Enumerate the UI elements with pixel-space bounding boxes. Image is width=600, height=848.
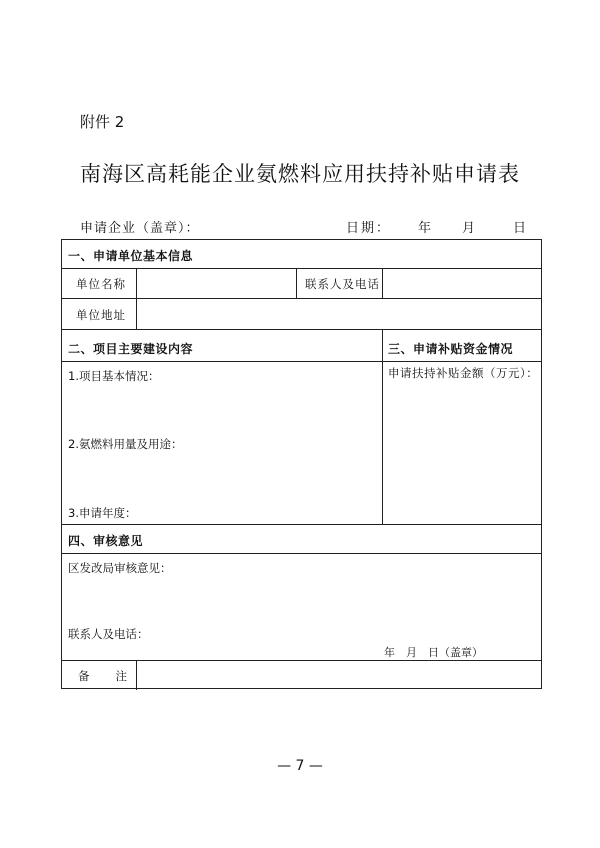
application-year-label: 3.申请年度： <box>68 506 137 520</box>
column-divider <box>296 268 297 298</box>
date-day-label: 日 <box>513 221 527 236</box>
date-year-label: 年 <box>418 221 432 236</box>
application-form-table <box>61 239 542 689</box>
row-divider <box>62 329 541 330</box>
contact-label: 联系人及电话 <box>305 277 380 291</box>
ammonia-usage-label: 2.氨燃料用量及用途： <box>68 437 183 451</box>
row-divider <box>62 361 541 362</box>
review-opinion-label: 区发改局审核意见： <box>68 561 172 575</box>
page-title: 南海区高耗能企业氨燃料应用扶持补贴申请表 <box>80 162 520 186</box>
address-field[interactable] <box>137 299 541 328</box>
review-date-stamp: 年 月 日（盖章） <box>384 646 483 659</box>
section3-heading: 三、申请补贴资金情况 <box>388 342 514 356</box>
attachment-label: 附件 2 <box>80 113 125 131</box>
row-divider <box>62 524 541 525</box>
review-contact-label: 联系人及电话： <box>68 627 149 641</box>
unit-name-field[interactable] <box>137 269 295 297</box>
date-month-label: 月 <box>462 221 476 236</box>
section4-heading: 四、审核意见 <box>68 534 144 548</box>
page-number: — 7 — <box>277 758 323 774</box>
contact-field[interactable] <box>383 269 541 297</box>
section1-heading: 一、申请单位基本信息 <box>68 249 194 263</box>
date-label: 日期： <box>346 221 392 236</box>
applicant-label: 申请企业（盖章）： <box>80 221 200 236</box>
row-divider <box>62 553 541 554</box>
project-basic-info-label: 1.项目基本情况： <box>68 369 160 383</box>
remarks-label: 备 注 <box>78 669 128 683</box>
section2-heading: 二、项目主要建设内容 <box>68 342 194 356</box>
column-divider <box>382 329 383 524</box>
unit-name-label: 单位名称 <box>76 277 126 291</box>
remarks-field[interactable] <box>137 661 541 689</box>
subsidy-amount-label: 申请扶持补贴金额（万元）： <box>388 366 539 380</box>
address-label: 单位地址 <box>76 308 126 322</box>
